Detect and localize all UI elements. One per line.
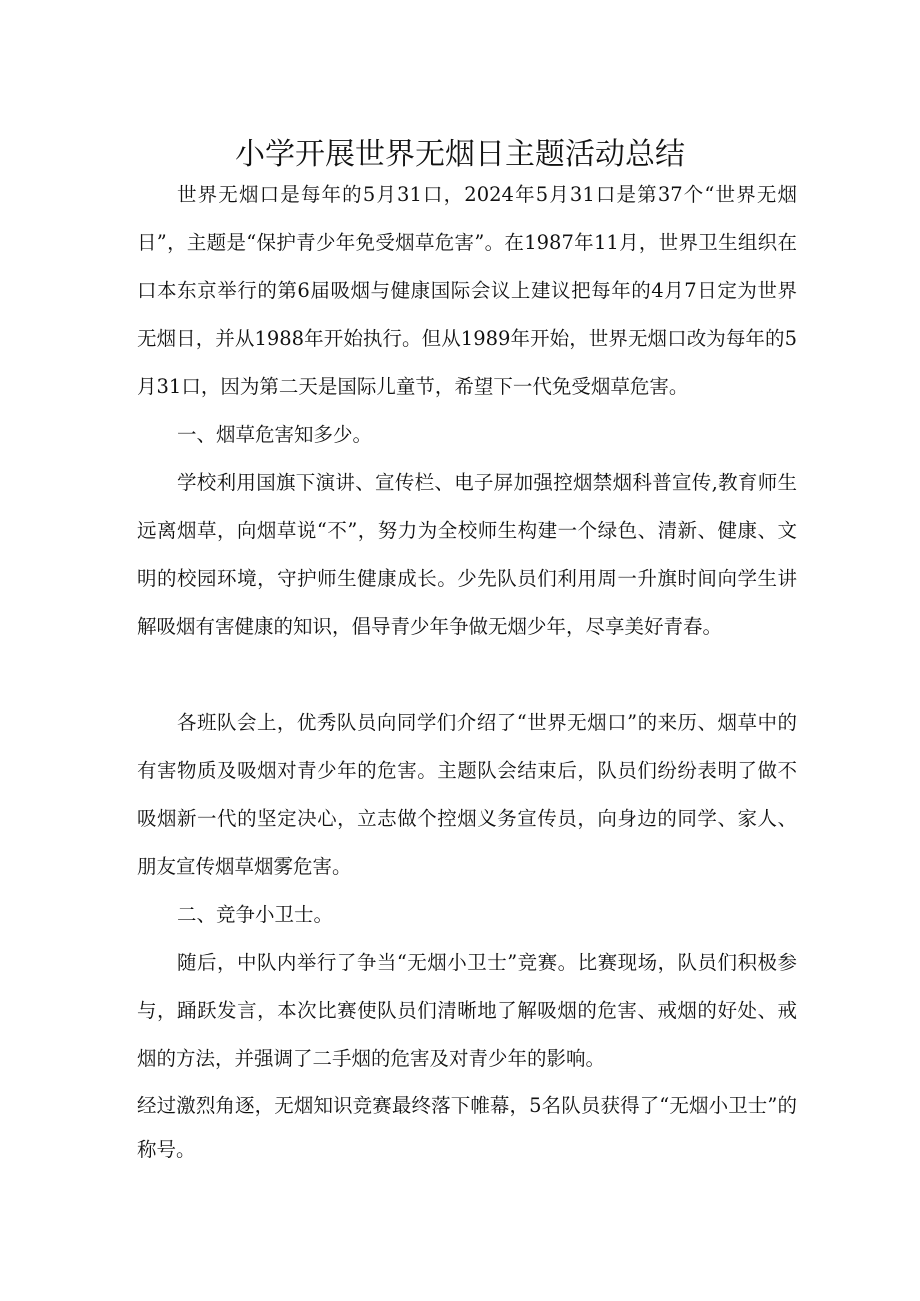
paragraph-1: 学校利用国旗下演讲、宣传栏、电子屏加强控烟禁烟科普宣传,教育师生远离烟草，向烟草说“不”，努力为全校师生构建一个绿色、清新、健康、文明的校园环境，守护师生健康成长。少先队员们利用周一升旗时间向学生讲解吸烟有害健康的知识，倡导青少年争做无烟少年，尽享美好青春。 (137, 471, 797, 638)
section-heading-2: 二、竞争小卫士。 (177, 903, 334, 926)
section-heading-1: 一、烟草危害知多少。 (177, 423, 373, 446)
paragraph-3: 随后，中队内举行了争当“无烟小卫士”竞赛。比赛现场，队员们积极参与，踊跃发言，本次比赛使队员们清晰地了解吸烟的危害、戒烟的好处、戒烟的方法，并强调了二手烟的危害及对青少年的影响。 (137, 951, 797, 1070)
paragraph-4: 经过激烈角逐，无烟知识竞赛最终落下帷幕，5名队员获得了“无烟小卫士”的称号。 (137, 1094, 797, 1161)
document-title: 小学开展世界无烟日主题活动总结 (235, 137, 685, 173)
intro-paragraph: 世界无烟口是每年的5月31口，2024年5月31口是第37个“世界无烟日”，主题是“保护青少年免受烟草危害”。在1987年11月，世界卫生组织在口本东京举行的第6届吸烟与健康国际会议上建议把每年的4月7日定为世界无烟日，并从1988年开始执行。但从1989年开始，世界无烟口改为每年的5月31口，因为第二天是国际儿童节，希望下一代免受烟草危害。 (137, 183, 797, 398)
paragraph-2: 各班队会上，优秀队员向同学们介绍了“世界无烟口”的来历、烟草中的有害物质及吸烟对青少年的危害。主题队会结束后，队员们纷纷表明了做不吸烟新一代的坚定决心，立志做个控烟义务宣传员，向身边的同学、家人、朋友宣传烟草烟雾危害。 (137, 711, 797, 878)
